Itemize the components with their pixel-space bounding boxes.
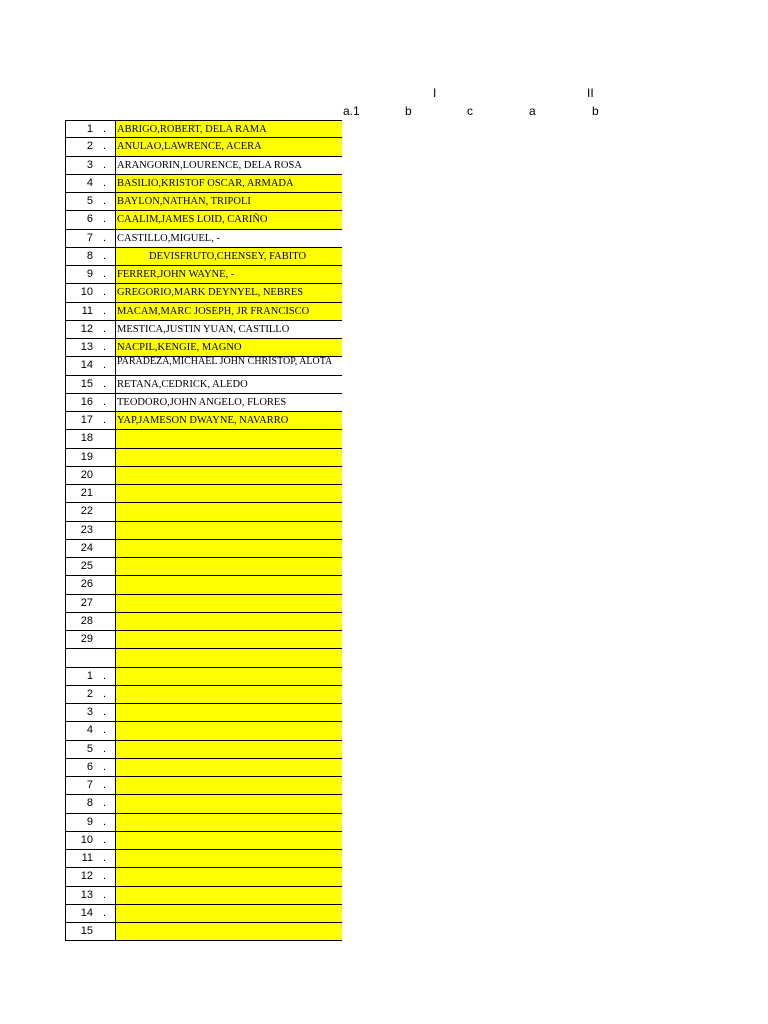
row-number-dot: . (103, 359, 107, 372)
row-number-cell (65, 266, 115, 284)
row-number-cell (65, 430, 115, 448)
row-number-dot: . (103, 322, 107, 335)
row-number-dot: . (103, 341, 107, 353)
row-number-cell (65, 540, 115, 558)
row-number: 5 (86, 742, 93, 755)
row-number-cell (65, 193, 115, 211)
row-number: 15 (80, 925, 93, 937)
student-name-cell[interactable] (115, 430, 342, 448)
student-name-cell[interactable] (115, 887, 342, 905)
row-number-dot: . (103, 176, 107, 189)
row-number-dot: . (103, 687, 107, 700)
row-number: 4 (86, 176, 93, 189)
student-name-cell[interactable] (115, 777, 342, 795)
row-number: 12 (80, 322, 93, 335)
row-number-cell (65, 175, 115, 193)
student-name-cell[interactable]: PARADEZA,MICHAEL JOHN CHRISTOP, ALOTA (115, 357, 342, 375)
row-number: 11 (81, 304, 93, 317)
student-name-cell[interactable]: MACAM,MARC JOSEPH, JR FRANCISCO (115, 303, 342, 321)
row-number-cell (65, 230, 115, 248)
row-number: 27 (80, 596, 93, 609)
column-header-b2: b (592, 104, 599, 118)
row-number: 23 (80, 523, 93, 536)
row-number: 22 (80, 505, 93, 518)
student-name-cell[interactable] (115, 741, 342, 759)
student-name-cell[interactable] (115, 449, 342, 467)
student-name-cell[interactable] (115, 613, 342, 631)
row-number-cell (65, 722, 115, 740)
row-number-cell (65, 649, 115, 667)
row-number: 26 (80, 578, 93, 591)
student-name-cell[interactable] (115, 868, 342, 886)
student-name-cell[interactable]: FERRER,JOHN WAYNE, - (115, 266, 342, 284)
row-number-dot: . (103, 760, 107, 773)
row-number-cell (65, 339, 115, 357)
row-number-dot: . (103, 195, 107, 207)
row-number-cell (65, 759, 115, 777)
row-number: 2 (86, 687, 93, 700)
row-number-cell (65, 887, 115, 905)
row-number-dot: . (103, 797, 107, 810)
row-number: 6 (86, 760, 93, 773)
student-name-cell[interactable] (115, 558, 342, 576)
student-name-cell[interactable] (115, 795, 342, 813)
student-name-cell[interactable] (115, 503, 342, 521)
row-number: 18 (80, 432, 93, 445)
student-name-cell[interactable]: DEVISFRUTO,CHENSEY, FABITO (115, 248, 342, 266)
row-number: 13 (80, 888, 93, 901)
row-number-cell (65, 668, 115, 686)
student-name-cell[interactable] (115, 923, 342, 941)
row-number-dot: . (103, 870, 107, 883)
student-name-cell[interactable] (115, 467, 342, 485)
student-name-cell[interactable] (115, 905, 342, 923)
row-number-cell (65, 394, 115, 412)
row-number-dot: . (103, 286, 107, 299)
student-name-cell[interactable] (115, 668, 342, 686)
row-number-dot: . (103, 833, 107, 846)
student-name-cell[interactable] (115, 832, 342, 850)
column-header-c: c (467, 104, 473, 118)
row-number: 7 (86, 779, 93, 791)
row-number: 5 (86, 195, 93, 207)
row-number-dot: . (103, 268, 107, 280)
student-name-cell[interactable] (115, 814, 342, 832)
column-header-b: b (405, 104, 412, 118)
student-name-cell[interactable] (115, 722, 342, 740)
row-number-cell (65, 303, 115, 321)
row-number-cell (65, 412, 115, 430)
student-name-cell[interactable] (115, 631, 342, 649)
row-number-cell (65, 357, 115, 375)
row-number-cell (65, 868, 115, 886)
row-number-dot: . (103, 706, 107, 718)
row-number-dot: . (103, 377, 107, 390)
student-name-cell[interactable] (115, 522, 342, 540)
row-number: 9 (86, 815, 93, 828)
row-number: 1 (86, 669, 93, 682)
row-number-cell (65, 157, 115, 175)
row-number: 17 (80, 414, 93, 426)
column-header-a: a (529, 104, 536, 118)
row-number: 3 (86, 158, 93, 171)
row-number-cell (65, 595, 115, 613)
row-number-dot: . (103, 779, 107, 791)
row-number-dot: . (103, 158, 107, 171)
student-name-cell[interactable]: CASTILLO,MIGUEL, - (115, 230, 342, 248)
row-number-dot: . (103, 669, 107, 682)
row-number-cell (65, 284, 115, 302)
column-header-a1: a.1 (343, 104, 360, 118)
row-number: 12 (80, 870, 93, 883)
row-number-cell (65, 631, 115, 649)
row-number-dot: . (103, 888, 107, 901)
row-number: 24 (80, 541, 93, 554)
row-number: 6 (86, 213, 93, 226)
row-number: 14 (80, 359, 93, 372)
row-number-cell (65, 211, 115, 229)
student-name-cell[interactable]: CAALIM,JAMES LOID, CARIÑO (115, 211, 342, 229)
row-number-cell (65, 485, 115, 503)
row-number-cell (65, 923, 115, 941)
student-name-cell[interactable]: ABRIGO,ROBERT, DELA RAMA (115, 120, 342, 138)
row-number-cell (65, 138, 115, 156)
row-number-cell (65, 832, 115, 850)
student-name-cell[interactable]: YAP,JAMESON DWAYNE, NAVARRO (115, 412, 342, 430)
row-number: 15 (80, 377, 93, 390)
row-number-cell (65, 376, 115, 394)
row-number-dot: . (103, 742, 107, 755)
row-number-cell (65, 558, 115, 576)
row-number-cell (65, 467, 115, 485)
row-number: 8 (86, 249, 93, 262)
row-number-dot: . (103, 852, 107, 864)
student-name-cell[interactable] (115, 649, 342, 667)
row-number-dot: . (103, 123, 107, 135)
row-number: 10 (80, 286, 93, 299)
student-name-cell[interactable]: TEODORO,JOHN ANGELO, FLORES (115, 394, 342, 412)
row-number: 14 (80, 906, 93, 919)
row-number-cell (65, 321, 115, 339)
header-group-1: I (433, 86, 437, 100)
row-number-cell (65, 613, 115, 631)
row-number: 11 (81, 852, 93, 864)
row-number-cell (65, 741, 115, 759)
row-number-dot: . (103, 815, 107, 828)
student-name-cell[interactable]: ARANGORIN,LOURENCE, DELA ROSA (115, 157, 342, 175)
row-number-dot: . (103, 906, 107, 919)
row-number: 19 (80, 450, 93, 463)
row-number-cell (65, 449, 115, 467)
row-number-dot: . (103, 140, 107, 153)
student-name-cell[interactable] (115, 759, 342, 777)
row-number: 10 (80, 833, 93, 846)
header-group-2: II (587, 86, 594, 100)
student-name-cell[interactable] (115, 540, 342, 558)
row-number-cell (65, 905, 115, 923)
student-name-cell[interactable] (115, 485, 342, 503)
row-number-cell (65, 850, 115, 868)
row-number: 8 (86, 797, 93, 810)
row-number-dot: . (103, 213, 107, 226)
row-number: 20 (80, 468, 93, 481)
row-number-cell (65, 704, 115, 722)
row-number-cell (65, 120, 115, 138)
row-number-dot: . (103, 304, 107, 317)
student-name-cell[interactable] (115, 686, 342, 704)
row-number-cell (65, 522, 115, 540)
row-number-dot: . (103, 249, 107, 262)
student-name-cell[interactable] (115, 704, 342, 722)
row-number: 7 (86, 231, 93, 244)
row-number-dot: . (103, 395, 107, 408)
row-number: 29 (80, 633, 93, 645)
row-number-cell (65, 576, 115, 594)
row-number-dot: . (103, 724, 107, 737)
row-number-cell (65, 814, 115, 832)
row-number: 13 (80, 341, 93, 353)
student-name-cell[interactable]: RETANA,CEDRICK, ALEDO (115, 376, 342, 394)
row-number: 25 (80, 560, 93, 572)
row-number: 2 (86, 140, 93, 153)
row-number-dot: . (103, 414, 107, 426)
student-name-cell[interactable]: GREGORIO,MARK DEYNYEL, NEBRES (115, 284, 342, 302)
student-name-cell[interactable]: BASILIO,KRISTOF OSCAR, ARMADA (115, 175, 342, 193)
row-number-cell (65, 503, 115, 521)
row-number-cell (65, 795, 115, 813)
row-number: 9 (86, 268, 93, 280)
student-name-cell[interactable]: ANULAO,LAWRENCE, ACERA (115, 138, 342, 156)
student-name-cell[interactable] (115, 576, 342, 594)
student-name-cell[interactable]: MESTICA,JUSTIN YUAN, CASTILLO (115, 321, 342, 339)
row-number-cell (65, 686, 115, 704)
row-number: 4 (86, 724, 93, 737)
row-number: 3 (86, 706, 93, 718)
student-name-cell[interactable] (115, 850, 342, 868)
row-number: 21 (80, 487, 93, 499)
row-number: 16 (80, 395, 93, 408)
row-number: 28 (80, 614, 93, 627)
row-number: 1 (86, 123, 93, 135)
row-number-cell (65, 777, 115, 795)
student-name-cell[interactable]: NACPIL,KENGIE, MAGNO (115, 339, 342, 357)
row-number-cell (65, 248, 115, 266)
row-number-dot: . (103, 231, 107, 244)
student-name-cell[interactable]: BAYLON,NATHAN, TRIPOLI (115, 193, 342, 211)
student-name-cell[interactable] (115, 595, 342, 613)
